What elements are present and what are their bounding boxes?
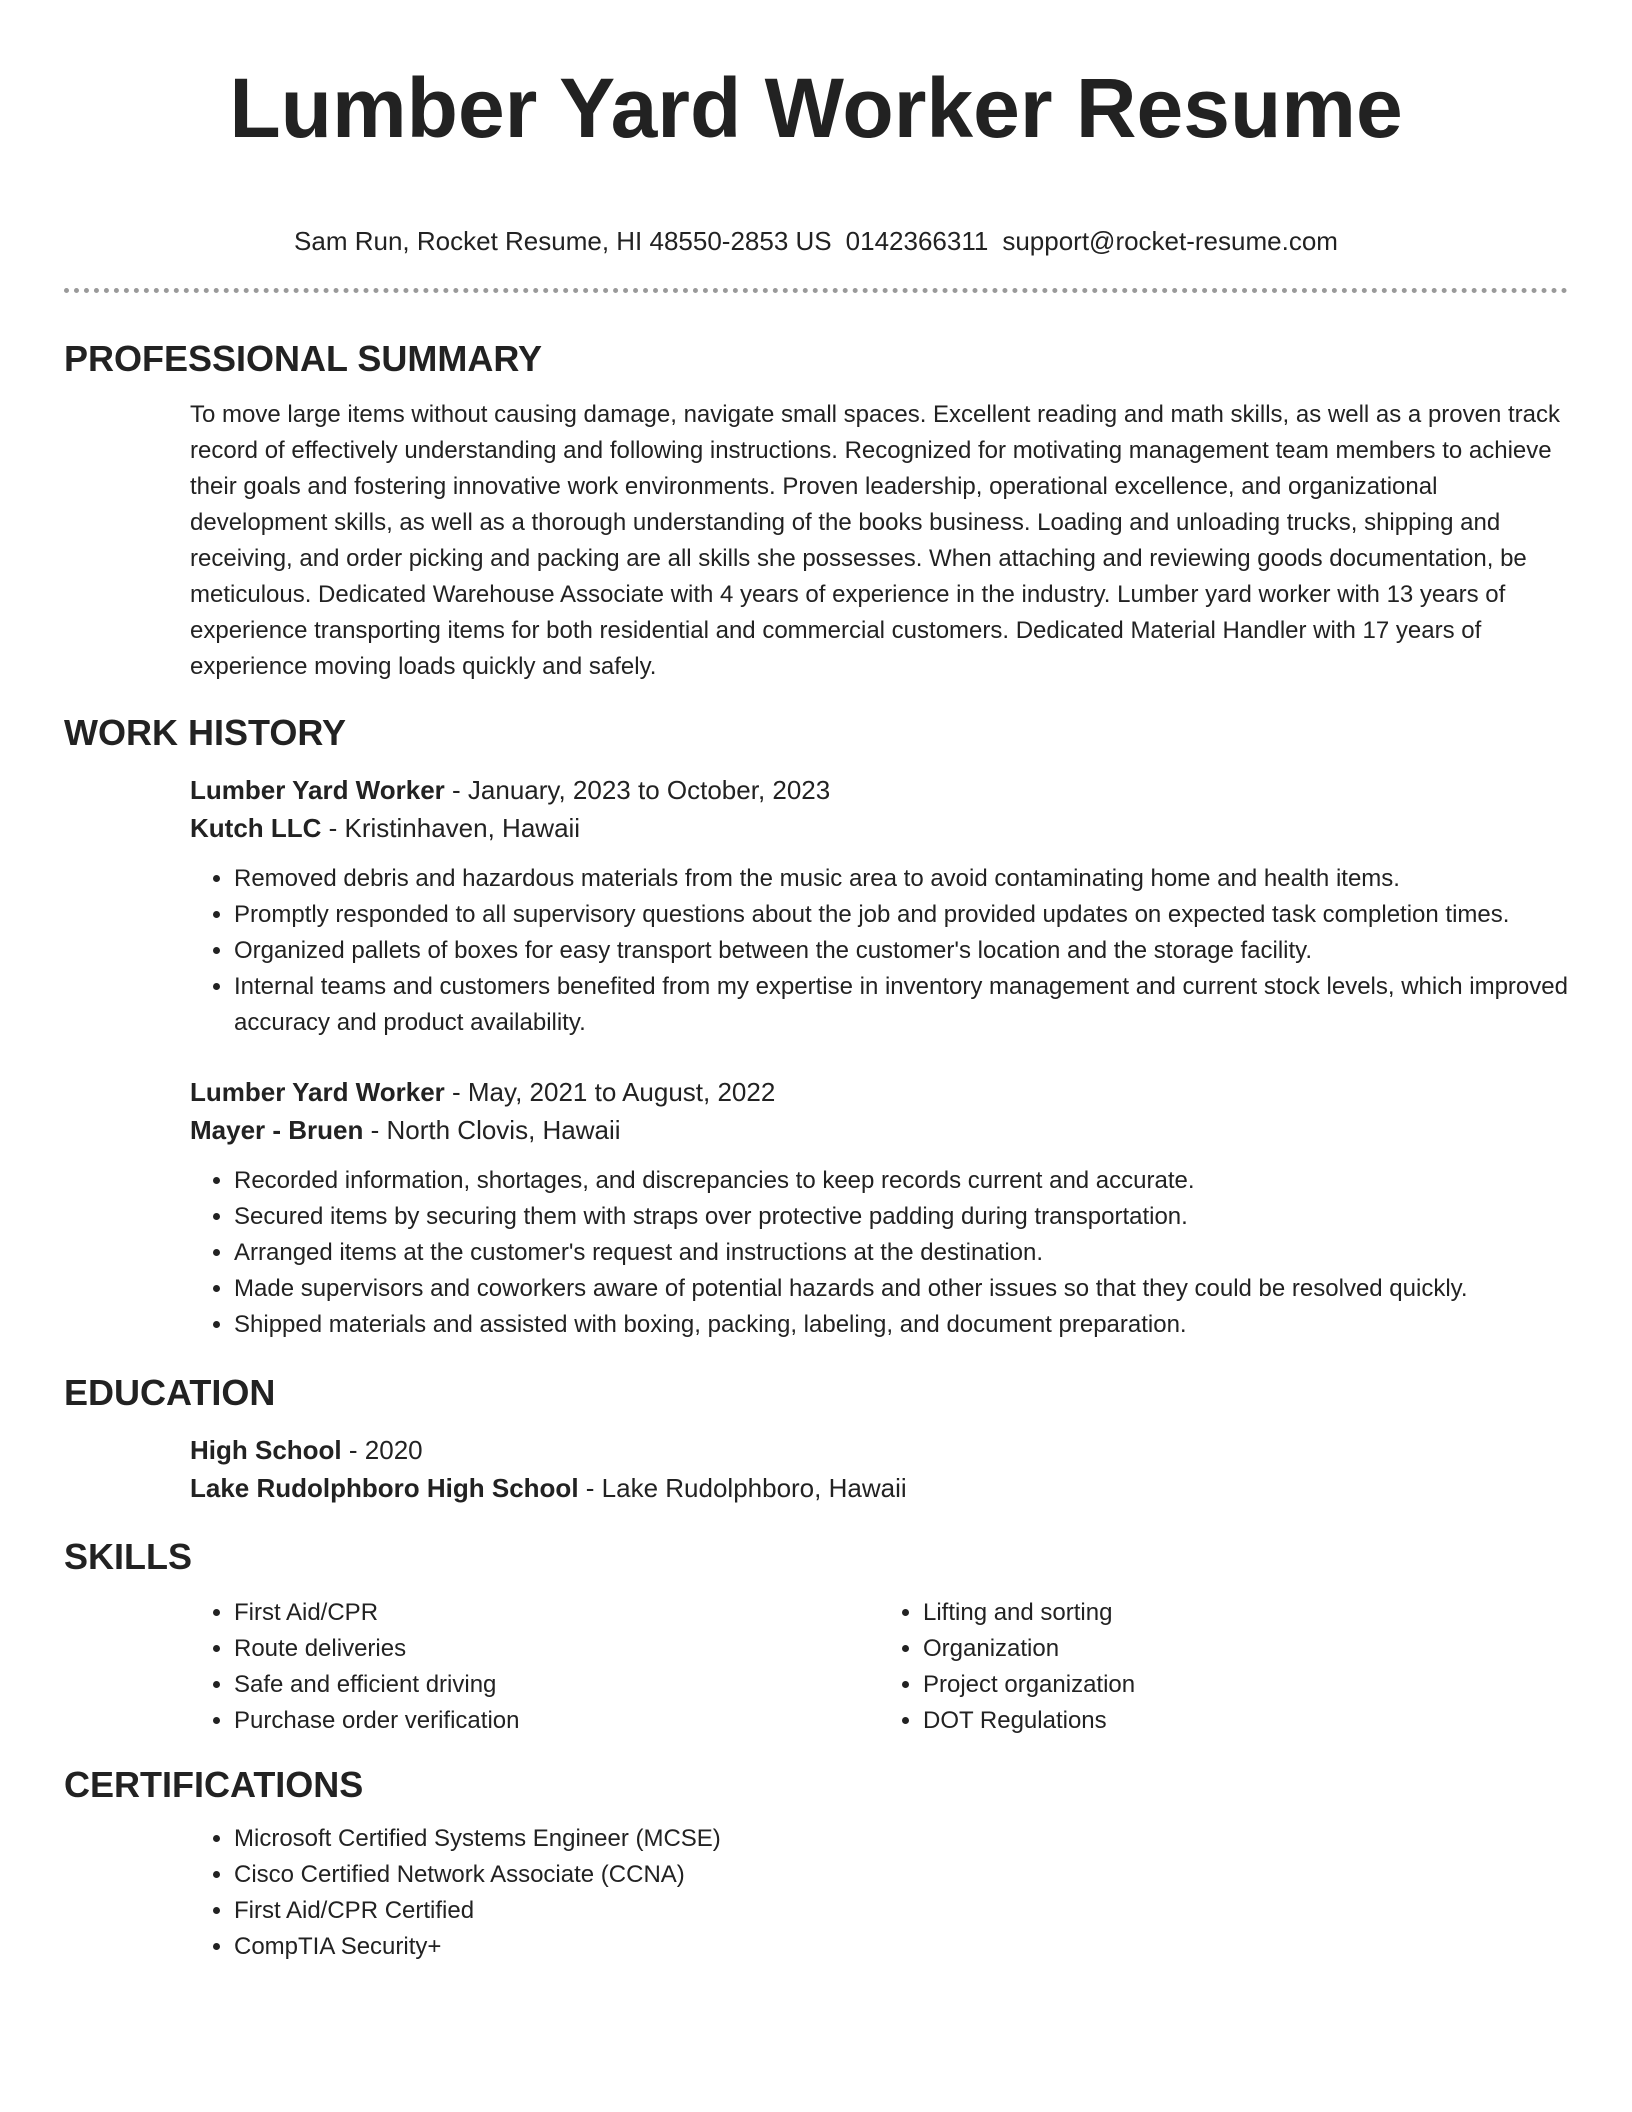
job-title-line <box>190 771 1568 809</box>
list-item: • Lifting and sorting <box>923 1595 1568 1631</box>
header-divider <box>64 288 1568 293</box>
certifications-section <box>190 1821 1568 1965</box>
resume-title: Lumber Yard Worker Resume <box>229 61 1403 155</box>
contact-address: Sam Run, Rocket Resume, HI 48550-2853 US <box>294 226 832 256</box>
section-heading-certifications: CERTIFICATIONS <box>64 1764 364 1805</box>
list-item: • Purchase order verification <box>234 1703 879 1739</box>
list-item: • Internal teams and customers benefited from my expertise in inventory management and current stock levels, which improved accuracy and product availability. <box>234 969 1568 1041</box>
list-item: • Project organization <box>923 1667 1568 1703</box>
list-item: • Removed debris and hazardous materials from the music area to avoid contaminating home and health items. <box>234 861 1568 897</box>
section-heading-summary: PROFESSIONAL SUMMARY <box>64 338 543 379</box>
summary-text: To move large items without causing damage, navigate small spaces. Excellent reading and math skills, as well as a proven track record of effectively understanding and following instructions. Recognized for motivating management team members to achieve their goals and fostering innovative work environments. Proven leadership, operational excellence, and organizational development skills, as well as a thorough understanding of the books business. Loading and unloading trucks, shipping and receiving, and order picking and packing are all skills she possesses. When attaching and reviewing goods documentation, be meticulous. Dedicated Warehouse Associate with 4 years of experience in the industry. Lumber yard worker with 13 years of experience transporting items for both residential and commercial customers. Dedicated Material Handler with 17 years of experience moving loads quickly and safely. <box>190 401 1561 680</box>
skills-list-right <box>879 1595 1568 1739</box>
job-company: Mayer - Bruen <box>190 1115 364 1145</box>
list-item: • Recorded information, shortages, and discrepancies to keep records current and accurate. <box>234 1163 1568 1199</box>
job-entry <box>190 1073 1568 1343</box>
list-item: • DOT Regulations <box>923 1703 1568 1739</box>
job-company: Kutch LLC <box>190 813 322 843</box>
skills-list-left <box>190 1595 879 1739</box>
certifications-list <box>190 1821 1568 1965</box>
list-item: • Promptly responded to all supervisory questions about the job and provided updates on expected task completion times. <box>234 897 1568 933</box>
job-company-line <box>190 1111 1568 1149</box>
contact-email[interactable]: support@rocket-resume.com <box>1002 226 1338 256</box>
job-duties-list <box>190 861 1568 1041</box>
education-section <box>190 1431 1568 1507</box>
job-duties-list <box>190 1163 1568 1343</box>
job-dates: - January, 2023 to October, 2023 <box>444 775 831 805</box>
list-item: • Organization <box>923 1631 1568 1667</box>
job-dates: - May, 2021 to August, 2022 <box>444 1077 776 1107</box>
education-degree: High School <box>190 1435 342 1465</box>
job-location: - Kristinhaven, Hawaii <box>321 813 581 843</box>
education-location: - Lake Rudolphboro, Hawaii <box>578 1473 907 1503</box>
list-item: • Safe and efficient driving <box>234 1667 879 1703</box>
list-item: • First Aid/CPR Certified <box>234 1893 1568 1929</box>
list-item: • First Aid/CPR <box>234 1595 879 1631</box>
education-school-line <box>190 1469 1568 1507</box>
education-degree-line <box>190 1431 1568 1469</box>
list-item: • Microsoft Certified Systems Engineer (MCSE) <box>234 1821 1568 1857</box>
job-title: Lumber Yard Worker <box>190 1077 445 1107</box>
contact-phone: 0142366311 <box>845 226 989 256</box>
summary-section <box>190 397 1568 685</box>
job-title: Lumber Yard Worker <box>190 775 445 805</box>
list-item: • Secured items by securing them with straps over protective padding during transportation. <box>234 1199 1568 1235</box>
list-item: • Cisco Certified Network Associate (CCNA) <box>234 1857 1568 1893</box>
list-item: • Arranged items at the customer's request and instructions at the destination. <box>234 1235 1568 1271</box>
list-item: • CompTIA Security+ <box>234 1929 1568 1965</box>
job-title-line <box>190 1073 1568 1111</box>
list-item: • Route deliveries <box>234 1631 879 1667</box>
section-heading-work-history: WORK HISTORY <box>64 712 347 753</box>
section-heading-skills: SKILLS <box>64 1536 193 1577</box>
education-year: - 2020 <box>341 1435 423 1465</box>
work-history-section <box>190 771 1568 1343</box>
section-heading-education: EDUCATION <box>64 1372 276 1413</box>
contact-line <box>64 224 1568 258</box>
list-item: • Organized pallets of boxes for easy transport between the customer's location and the storage facility. <box>234 933 1568 969</box>
job-location: - North Clovis, Hawaii <box>363 1115 621 1145</box>
education-school: Lake Rudolphboro High School <box>190 1473 579 1503</box>
list-item: • Made supervisors and coworkers aware of potential hazards and other issues so that they could be resolved quickly. <box>234 1271 1568 1307</box>
list-item: • Shipped materials and assisted with boxing, packing, labeling, and document preparation. <box>234 1307 1568 1343</box>
job-entry <box>190 771 1568 1041</box>
skills-section <box>190 1581 1568 1739</box>
job-company-line <box>190 809 1568 847</box>
